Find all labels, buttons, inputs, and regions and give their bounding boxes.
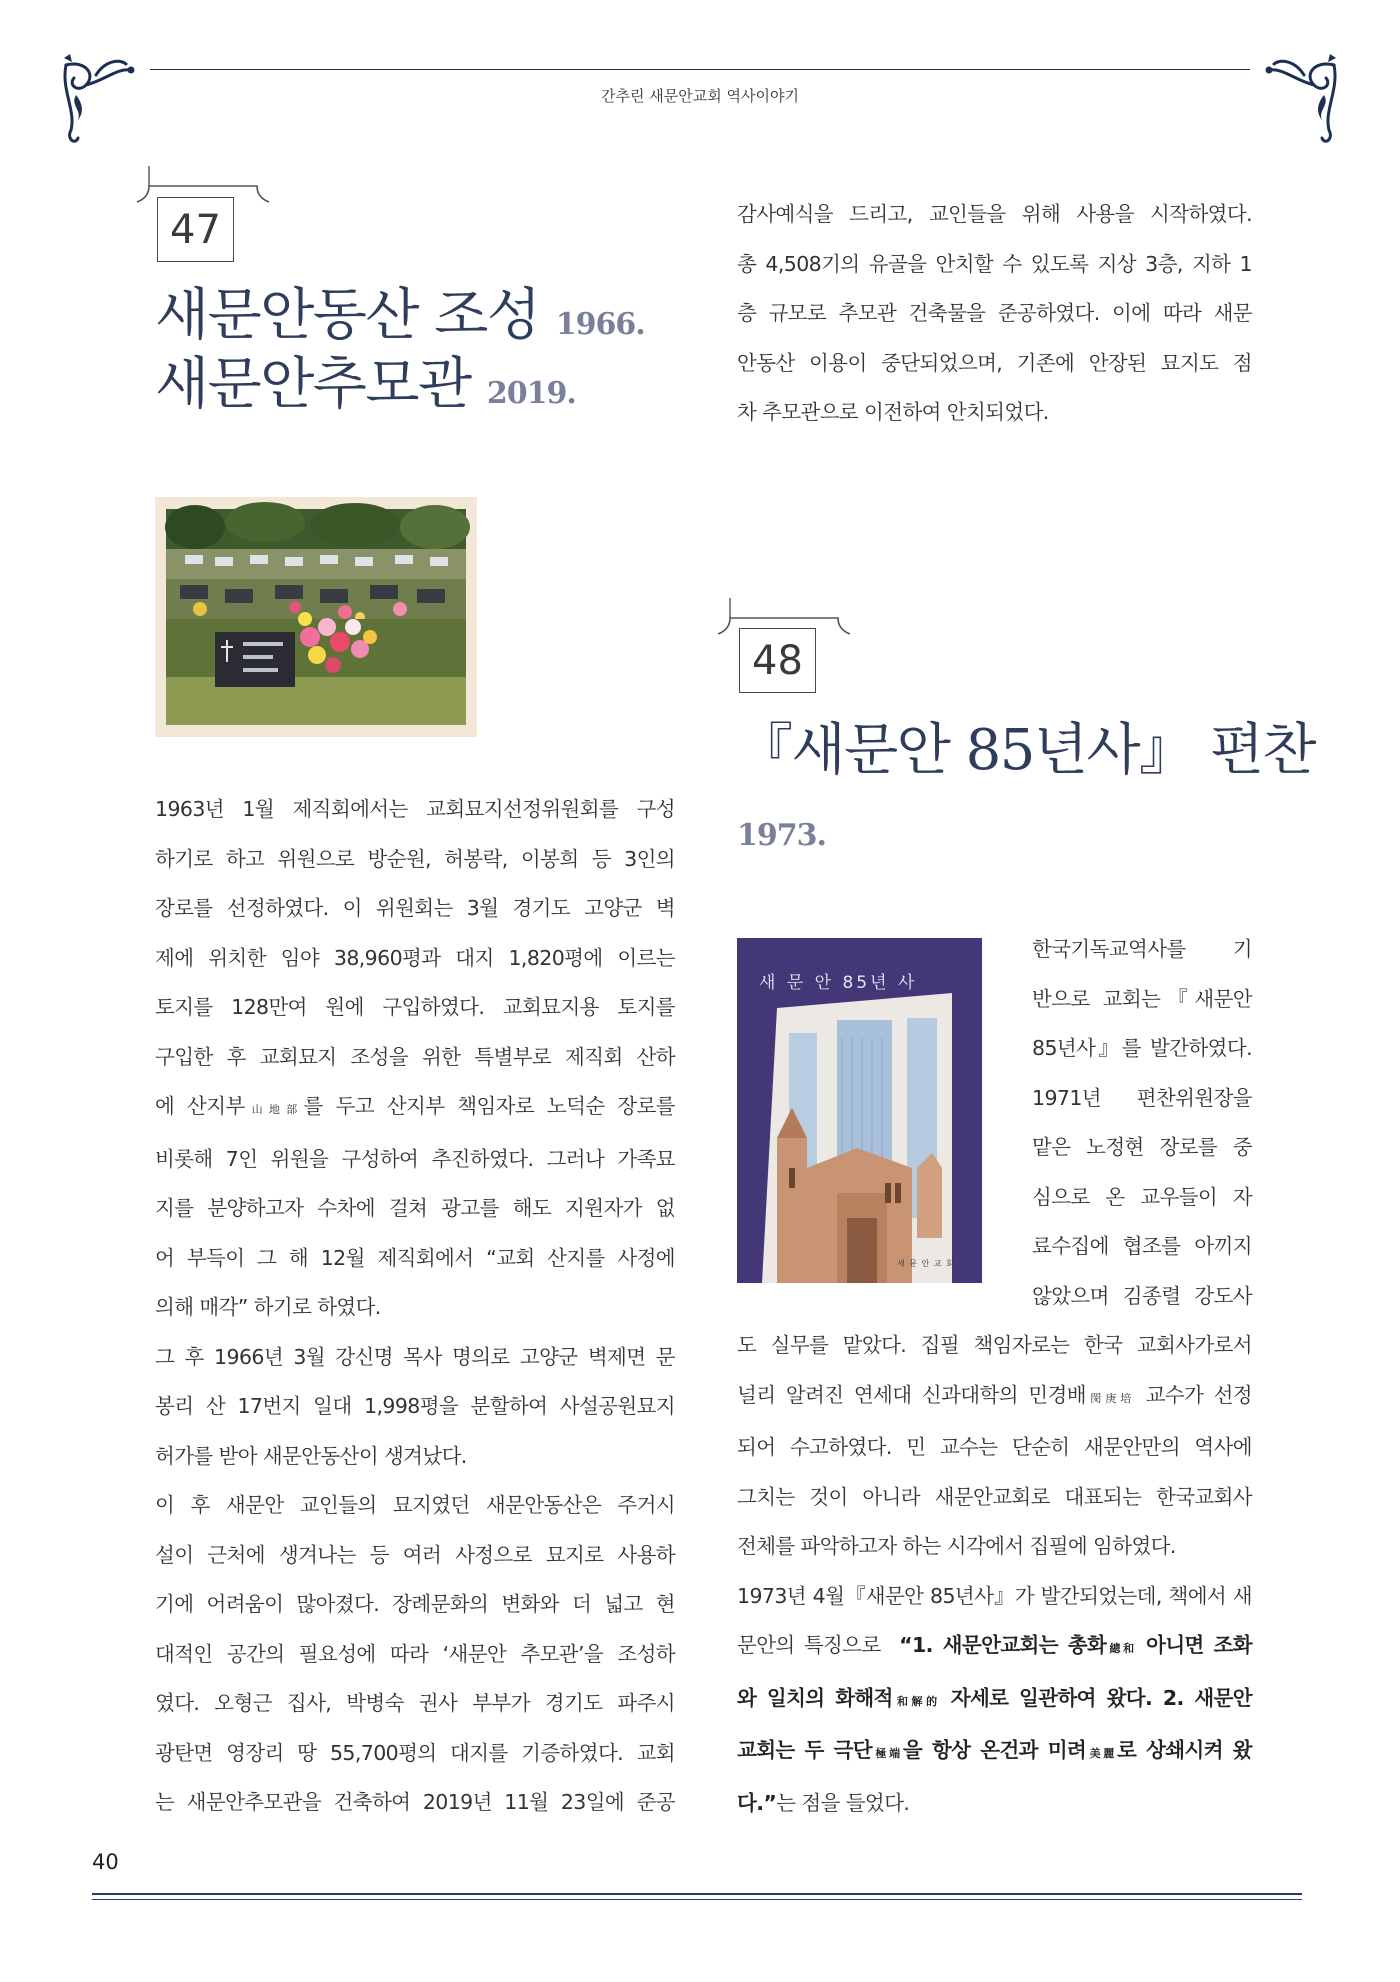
body-line: 되어 수고하였다. 민 교수는 단순히 새문안만의 역사에 (737, 1435, 1252, 1459)
body-line: 하기로 하고 위원으로 방순원, 허봉락, 이봉희 등 3인의 (155, 846, 675, 871)
body-line: 심으로 온 교우들이 자 (1032, 1184, 1252, 1209)
section-47-title-line1: 새문안동산 조성 1966. (155, 283, 645, 348)
body-line-quote-start: 문안의 특징으로 “1. 새문안교회는 총화總和 아니면 조화 (737, 1633, 1252, 1657)
body-line: 총 4,508기의 유골을 안치할 수 있도록 지상 3층, 지하 1 (737, 251, 1252, 276)
body-line: 1963년 1월 제직회에서는 교회묘지선정위원회를 구성 (155, 797, 675, 821)
hanja-annotation: 閔庚培 (1085, 1391, 1136, 1405)
body-line: 안동산 이용이 중단되었으며, 기존에 안장된 묘지도 점 (737, 350, 1252, 375)
body-line: 비롯해 7인 위원을 구성하여 추진하였다. 그러나 가족묘 (155, 1146, 675, 1171)
body-line: 광탄면 영장리 땅 55,700평의 대지를 기증하였다. 교회 (155, 1740, 675, 1765)
body-line-quote-end: 다.”는 점을 들었다. (737, 1790, 910, 1815)
body-line: 한국기독교역사를 기 (1032, 937, 1252, 961)
body-line: 였다. 오형근 집사, 박병숙 권사 부부가 경기도 파주시 (155, 1691, 675, 1715)
book-cover-image (737, 938, 982, 1283)
body-line: 이 후 새문안 교인들의 묘지였던 새문안동산은 주거시 (155, 1493, 675, 1517)
flourish-ornament-right (1224, 50, 1344, 170)
section-48-body-full (737, 1321, 1252, 1828)
section-47-body-left (155, 785, 675, 1828)
hanja-annotation: 總和 (1106, 1642, 1137, 1655)
body-line: 맡은 노정현 장로를 중 (1032, 1135, 1252, 1159)
body-line: 허가를 받아 새문안동산이 생겨났다. (155, 1443, 467, 1468)
memorial-photo-frame (155, 497, 477, 737)
body-line: 그 후 1966년 3월 강신명 목사 명의로 고양군 벽제면 문 (155, 1344, 675, 1369)
body-line-quote: 교회는 두 극단極端을 항상 온건과 미려美麗로 상쇄시켜 왔 (737, 1738, 1252, 1762)
body-line: 차 추모관으로 이전하여 안치되었다. (737, 400, 1049, 424)
section-47-year1: 1966. (555, 307, 645, 342)
body-line: 료수집에 협조를 아끼지 (1032, 1234, 1252, 1258)
body-line: 1973년 4월『새문안 85년사』가 발간되었는데, 책에서 새 (737, 1583, 1252, 1608)
body-line: 지를 분양하고자 수차에 걸쳐 광고를 해도 지원자가 없 (155, 1196, 675, 1220)
body-line: 그치는 것이 아니라 새문안교회로 대표되는 한국교회사 (737, 1484, 1252, 1509)
section-48-body-side (1032, 925, 1252, 1321)
body-line: 1971년 편찬위원장을 (1032, 1085, 1252, 1110)
body-line: 는 새문안추모관을 건축하여 2019년 11월 23일에 준공 (155, 1790, 675, 1814)
body-line: 기에 어려움이 많아졌다. 장례문화의 변화와 더 넓고 현 (155, 1592, 675, 1616)
section-47-number: 47 (157, 197, 234, 262)
body-line: 층 규모로 추모관 건축물을 준공하였다. 이에 따라 새문 (737, 301, 1252, 325)
section-47-body-right (737, 190, 1252, 438)
footer-rule-thick (92, 1893, 1302, 1895)
body-line-sanjibu: 에 산지부山地部를 두고 산지부 책임자로 노덕순 장로를 (155, 1094, 675, 1118)
book-cover-subtitle: 새 문 안 교 회 (897, 1259, 955, 1268)
body-line: 전체를 파악하고자 하는 시각에서 집필에 임하였다. (737, 1534, 1176, 1558)
section-48-number: 48 (739, 628, 816, 693)
hanja-annotation: 和解的 (892, 1694, 941, 1708)
body-line: 감사예식을 드리고, 교인들을 위해 사용을 시작하였다. (737, 202, 1252, 226)
hanja-annotation: 山地部 (244, 1103, 304, 1116)
footer-rule-thin (92, 1899, 1302, 1900)
section-48-title: 『새문안 85년사』 편찬 (737, 718, 1316, 783)
section-47-title-line2: 새문안추모관 2019. (155, 352, 576, 417)
body-line: 반으로 교회는『새문안 (1032, 986, 1252, 1011)
memorial-garden-photo (155, 497, 477, 737)
header-rule (150, 69, 1250, 70)
body-line: 85년사』를 발간하였다. (1032, 1036, 1252, 1060)
body-line: 제에 위치한 임야 38,960평과 대지 1,820평에 이르는 (155, 945, 675, 970)
hanja-annotation: 美麗 (1086, 1747, 1117, 1760)
page-number: 40 (92, 1850, 119, 1874)
section-47-year2: 2019. (486, 376, 576, 411)
body-line-min: 널리 알려진 연세대 신과대학의 민경배閔庚培 교수가 선정 (737, 1382, 1252, 1407)
flourish-ornament-left (56, 50, 176, 170)
hanja-annotation: 極端 (872, 1747, 903, 1760)
body-line: 도 실무를 맡았다. 집필 책임자로는 한국 교회사가로서 (737, 1333, 1252, 1357)
body-line: 대적인 공간의 필요성에 따라 ‘새문안 추모관’을 조성하 (155, 1641, 675, 1666)
book-cover-title: 새 문 안 85년 사 (759, 973, 918, 993)
body-line: 장로를 선정하였다. 이 위원회는 3월 경기도 고양군 벽 (155, 896, 675, 920)
body-line: 어 부득이 그 해 12월 제직회에서 “교회 산지를 사정에 (155, 1245, 675, 1270)
body-line: 봉리 산 17번지 일대 1,998평을 분할하여 사설공원묘지 (155, 1394, 675, 1418)
body-line: 의해 매각” 하기로 하였다. (155, 1295, 381, 1319)
body-line-quote: 와 일치의 화해적和解的 자세로 일관하여 왔다. 2. 새문안 (737, 1685, 1253, 1710)
body-line: 토지를 128만여 원에 구입하였다. 교회묘지용 토지를 (155, 995, 675, 1019)
body-line: 구입한 후 교회묘지 조성을 위한 특별부로 제직회 산하 (155, 1044, 675, 1069)
section-48-year: 1973. (737, 818, 826, 853)
body-line: 설이 근처에 생겨나는 등 여러 사정으로 묘지로 사용하 (155, 1542, 675, 1567)
running-header: 간추린 새문안교회 역사이야기 (601, 87, 799, 105)
body-line: 않았으며 김종렬 강도사 (1032, 1283, 1252, 1308)
